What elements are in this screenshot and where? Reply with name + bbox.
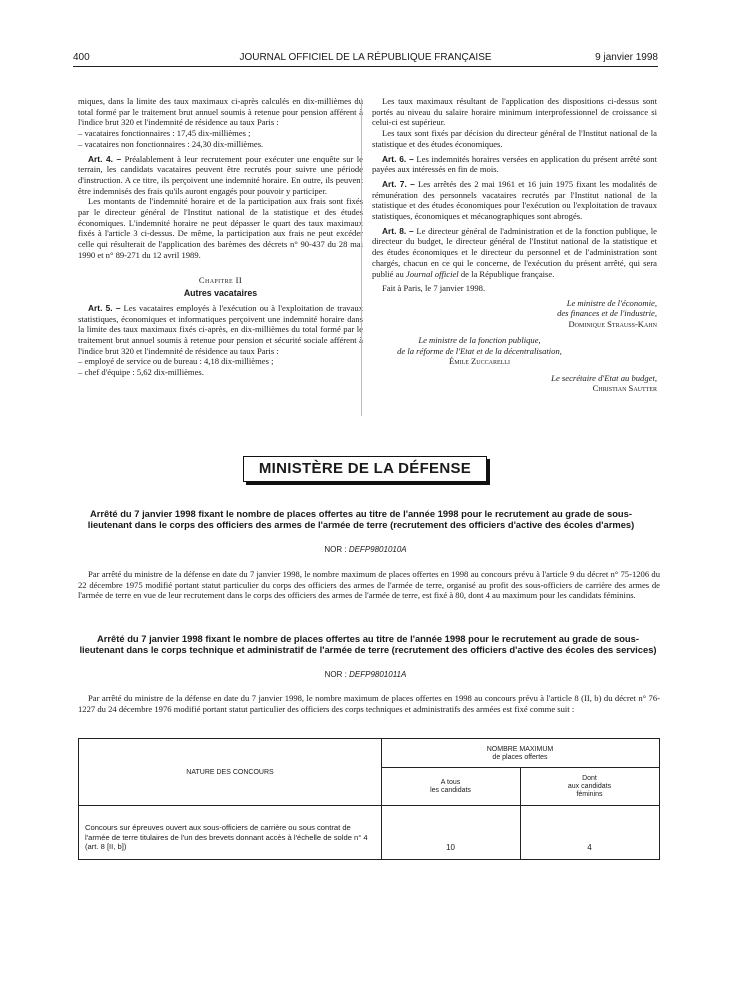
article-text-end: de la République française. <box>460 268 555 279</box>
paragraph: Les montants de l'indemnité horaire et de la participation aux frais sont fixés par le directeur général de l'Institut national de la statistique et des études économiques. L'indemnité horaire ne peut dépasser le quart des taux maximaux fixés à l'article 3 ci-dessus. De même, la participation aux frais ne peut excéder celle qui résulterait de l'application des barèmes des décrets n° 90-437 du 28 mai 1990 et n° 89-271 du 12 avril 1989. <box>78 196 363 260</box>
column-header-line: Dont <box>582 775 597 782</box>
article-label: Art. 5. – <box>88 302 121 313</box>
nor-reference <box>0 545 731 554</box>
signatory-title: des finances et de l'industrie, <box>557 308 657 319</box>
article-text: Les arrêtés des 2 mai 1961 et 16 juin 1975 fixant les modalités de rémunération des personnels vacataires recrutés par l'Institut national de la statistique et des études économiques pour l'exécution ou l'exploitation de travaux statistiques, économiques et mécanographiques sont abrogés. <box>372 178 657 222</box>
column-header-line: aux candidats <box>567 783 612 790</box>
nor-label: NOR : <box>324 545 347 554</box>
column-header-line: A tous <box>440 779 461 786</box>
signatory-title: Le ministre de l'économie, <box>566 297 657 308</box>
group-header-line: NOMBRE MAXIMUM <box>486 746 554 753</box>
column-header <box>520 775 659 799</box>
list-item: – vacataires fonctionnaires : 17,45 dix-millièmes ; <box>78 128 251 139</box>
nor-code: DEFP9801010A <box>348 545 407 554</box>
paragraph: Les taux sont fixés par décision du directeur général de l'Institut national de la statistique et des études économiques. <box>372 128 657 149</box>
signatory-name: Christian Sautter <box>592 383 657 394</box>
issue-date: 9 janvier 1998 <box>595 52 658 63</box>
places-table <box>78 738 660 860</box>
article-label: Art. 7. – <box>382 178 415 189</box>
decree-title: Arrêté du 7 janvier 1998 fixant le nombre de places offertes au titre de l'année 1998 pour le recrutement au grade de sous-lieutenant dans le corps technique et administratif de l'armée de terre (recrutement des officiers d'active des écoles des services) <box>79 633 657 656</box>
decree-body <box>78 569 660 601</box>
column-header: NATURE DES CONCOURS <box>186 769 274 776</box>
signatory-title: Le secrétaire d'Etat au budget, <box>551 372 657 383</box>
article-4 <box>78 154 363 197</box>
article-text: Le directeur général de l'administration et de la fonction publique, le directeur du budget, le directeur général de l'Institut national de la statistique et des études économiques et le directeur du personnel et de l'administration sont chargés, chacun en ce qui le concerne, de l'exécution du présent arrêté, qui sera publié au <box>372 225 657 279</box>
table-cell-all: 10 <box>446 843 455 852</box>
list-item: – employé de service ou de bureau : 4,18 dix-millièmes ; <box>78 356 274 367</box>
decree-body <box>78 693 660 714</box>
done-at: Fait à Paris, le 7 janvier 1998. <box>382 283 486 294</box>
paragraph: Par arrêté du ministre de la défense en date du 7 janvier 1998, le nombre maximum de places offertes en 1998 au concours prévu à l'article 8 (II, b) du décret n° 76-1227 du 24 décembre 1976 modifié portant statut particulier des officiers des corps techniques et administratifs des armées est fixé comme suit : <box>78 693 660 714</box>
table-row-nature: Concours sur épreuves ouvert aux sous-officiers de carrière ou sous contrat de l'armée de terre titulaires de l'un des brevets donnant accès à l'échelle de solde n° 4 (art. 8 [II, b]) <box>85 823 368 851</box>
table-divider <box>79 805 659 806</box>
decree-title: Arrêté du 7 janvier 1998 fixant le nombre de places offertes au titre de l'année 1998 pour le recrutement au grade de sous-lieutenant dans le corps des officiers des armes de l'armée de terre (recrutement des officiers d'active des écoles d'armes) <box>87 508 635 531</box>
paragraph: Par arrêté du ministre de la défense en date du 7 janvier 1998, le nombre maximum de places offertes en 1998 au concours prévu à l'article 9 du décret n° 75-1206 du 22 décembre 1975 modifié portant statut particulier du corps des officiers des armes de l'armée de terre, organisé au profit des sous-officiers de carrière des armes de l'armée de terre en vue de leur recrutement dans le corps des officiers des armes de l'armée de terre, est fixé à 80, dont 4 au maximum pour les candidats féminins. <box>78 569 660 600</box>
table-cell-women: 4 <box>587 843 592 852</box>
signature-block-2 <box>372 335 657 367</box>
nor-reference <box>0 670 731 679</box>
column-divider <box>361 98 362 416</box>
journal-title: JOURNAL OFFICIEL DE LA RÉPUBLIQUE FRANÇAISE <box>239 52 492 63</box>
article-text: Les vacataires employés à l'exécution ou à l'exploitation de travaux statistiques, économiques et informatiques perçoivent une indemnité horaire dans la limite des taux maximaux fixés ci-après, en dix-millièmes du total formé par le traitement brut annuel soumis à retenue pour pension et sécurité sociale afférent à l'indice brut 320 et l'indemnité de résidence au taux Paris : <box>78 302 363 356</box>
article-5 <box>78 303 363 357</box>
article-label: Art. 4. – <box>88 153 122 164</box>
nor-label: NOR : <box>324 670 347 679</box>
paragraph: miques, dans la limite des taux maximaux ci-après calculés en dix-millièmes du total formé par le traitement brut annuel soumis à retenue pour pension afférent à l'indice brut 320 et l'indemnité de résidence au taux Paris : <box>78 96 363 128</box>
article-6 <box>372 154 657 175</box>
nor-code: DEFP9801011A <box>349 670 407 679</box>
signatory-name: Dominique Strauss-Kahn <box>568 318 657 329</box>
article-7 <box>372 179 657 222</box>
article-8 <box>372 226 657 280</box>
signature-block-3 <box>372 373 657 394</box>
article-label: Art. 6. – <box>382 153 414 164</box>
group-header <box>381 746 659 762</box>
header-rule <box>73 66 658 67</box>
right-column <box>372 96 657 394</box>
table-divider <box>381 767 659 768</box>
signatory-title: Le ministre de la fonction publique, <box>418 335 541 346</box>
article-text: Les indemnités horaires versées en application du présent arrêté sont payées aux intéressés en fin de mois. <box>372 153 657 175</box>
chapter-subtitle: Autres vacataires <box>183 288 258 299</box>
column-header-line: féminins <box>576 791 603 798</box>
list-item: – chef d'équipe : 5,62 dix-millièmes. <box>78 367 204 378</box>
article-text: Préalablement à leur recrutement pour exécuter une enquête sur le terrain, les candidats vacataires peuvent être recrutés pour suivre une période d'instruction. A ce titre, ils perçoivent une indemnité horaire. En outre, ils peuvent être indemnisés des frais qu'ils auront engagés pour pouvoir y participer. <box>78 153 363 196</box>
column-header <box>381 779 520 795</box>
list-item: – vacataires non fonctionnaires : 24,30 dix-millièmes. <box>78 138 264 149</box>
article-label: Art. 8. – <box>382 225 414 236</box>
column-header-line: les candidats <box>430 787 471 794</box>
chapter-heading: Chapitre II <box>198 274 243 285</box>
group-header-line: de places offertes <box>492 754 548 761</box>
signatory-name: Émile Zuccarelli <box>449 356 510 367</box>
ministry-heading: MINISTÈRE DE LA DÉFENSE <box>243 456 487 482</box>
signature-block-1 <box>372 298 657 330</box>
signatory-title: de la réforme de l'Etat et de la décentralisation, <box>397 345 562 356</box>
left-column <box>78 96 363 378</box>
page-number: 400 <box>73 52 90 63</box>
paragraph: Les taux maximaux résultant de l'application des dispositions ci-dessus sont portés au niveau du salaire horaire minimum interprofessionnel de croissance si celui-ci est supérieur. <box>372 96 657 128</box>
journal-reference: Journal officiel <box>405 268 459 279</box>
